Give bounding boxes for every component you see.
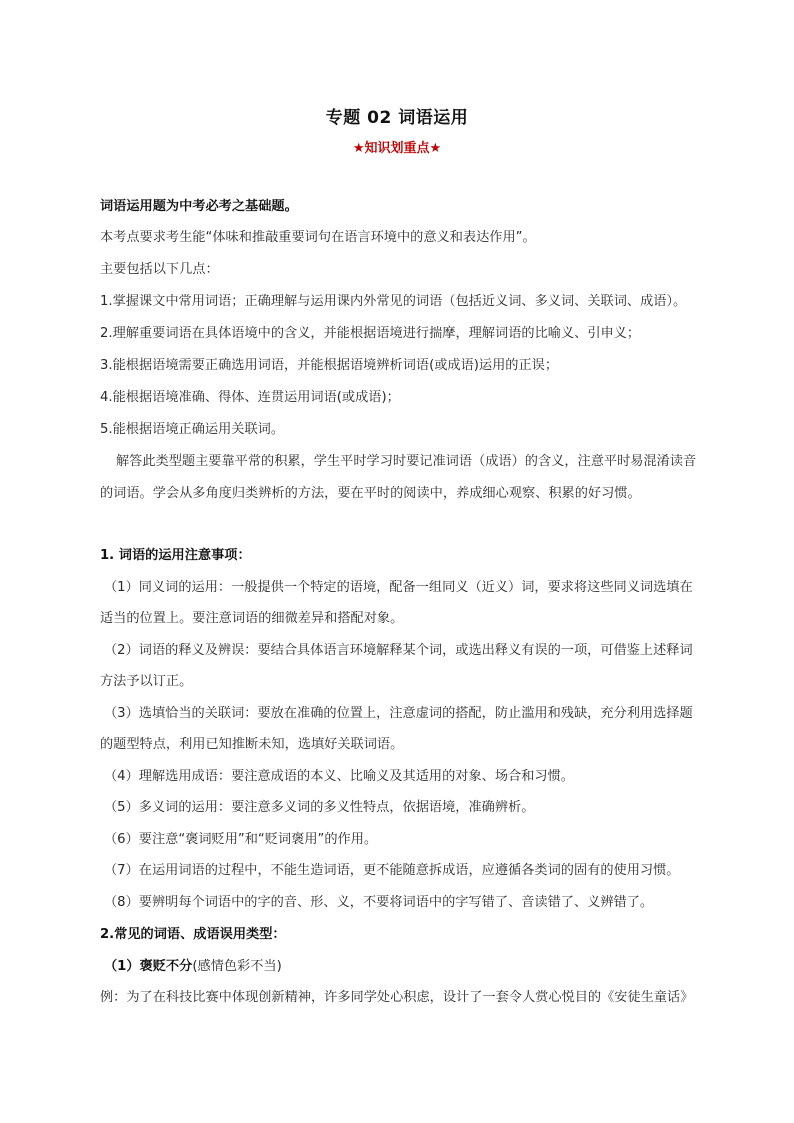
intro-lead: 主要包括以下几点： xyxy=(100,262,219,277)
subheading-note: (感情色彩不当) xyxy=(192,959,282,974)
intro-point: 1.掌握课文中常用词语；正确理解与运用课内外常见的词语（包括近义词、多义词、关联词、成语）。 xyxy=(100,294,687,309)
section2-heading: 2.常见的词语、成语误用类型： xyxy=(100,927,286,942)
section1-item: （1）同义词的运用：一般提供一个特定的语境，配备一组同义（近义）词，要求将这些同义词选填在 xyxy=(104,580,693,595)
example-line: 例：为了在科技比赛中体现创新精神，许多同学处心积虑，设计了一套令人赏心悦目的《安徒生童话》 xyxy=(100,990,694,1005)
section1-item: （3）选填恰当的关联词：要放在准确的位置上，注意虚词的搭配，防止滥用和残缺，充分利用选择题 xyxy=(104,706,693,721)
page-title: 专题 02 词语运用 xyxy=(325,108,469,128)
advice-paragraph-line: 的词语。学会从多角度归类辨析的方法，要在平时的阅读中，养成细心观察、积累的好习惯。 xyxy=(100,486,641,501)
section1-item: （6）要注意“褒词贬用”和“贬词褒用”的作用。 xyxy=(104,832,378,847)
intro-heading: 词语运用题为中考必考之基础题。 xyxy=(100,199,298,214)
page-subtitle: ★知识划重点★ xyxy=(352,141,442,156)
section1-item: （8）要辨明每个词语中的字的音、形、义，不要将词语中的字写错了、音读错了、义辨错了。 xyxy=(104,895,654,910)
section1-item: （7）在运用词语的过程中，不能生造词语，更不能随意拆成语，应遵循各类词的固有的使用习惯。 xyxy=(104,863,680,878)
section1-item: （2）词语的释义及辨误：要结合具体语言环境解释某个词，或选出释义有误的一项，可借鉴上述释词 xyxy=(104,643,693,658)
subheading-label: （1）褒贬不分 xyxy=(104,959,193,974)
section1-heading: 1. 词语的运用注意事项： xyxy=(100,548,251,563)
section2-subheading xyxy=(104,957,282,977)
intro-point: 4.能根据语境准确、得体、连贯运用词语(或成语)； xyxy=(100,390,400,405)
advice-paragraph-line: 解答此类型题主要靠平常的积累，学生平时学习时要记准词语（成语）的含义，注意平时易混淆读音 xyxy=(116,454,697,469)
section1-item: 的题型特点，利用已知推断未知，选填好关联词语。 xyxy=(100,737,404,752)
intro-point: 3.能根据语境需要正确选用词语，并能根据语境辨析词语(或成语)运用的正误； xyxy=(100,358,559,373)
intro-point: 2.理解重要词语在具体语境中的含义，并能根据语境进行揣摩，理解词语的比喻义、引申义； xyxy=(100,326,641,341)
intro-point: 5.能根据语境正确运用关联词。 xyxy=(100,422,285,437)
section1-item: 适当的位置上。要注意词语的细微差异和搭配对象。 xyxy=(100,611,404,626)
section1-item: 方法予以订正。 xyxy=(100,674,193,689)
section1-item: （5）多义词的运用：要注意多义词的多义性特点，依据语境，准确辨析。 xyxy=(104,800,535,815)
section1-item: （4）理解选用成语：要注意成语的本义、比喻义及其适用的对象、场合和习惯。 xyxy=(104,769,574,784)
intro-requirement: 本考点要求考生能“体味和推敲重要词句在语言环境中的意义和表达作用”。 xyxy=(100,230,536,245)
